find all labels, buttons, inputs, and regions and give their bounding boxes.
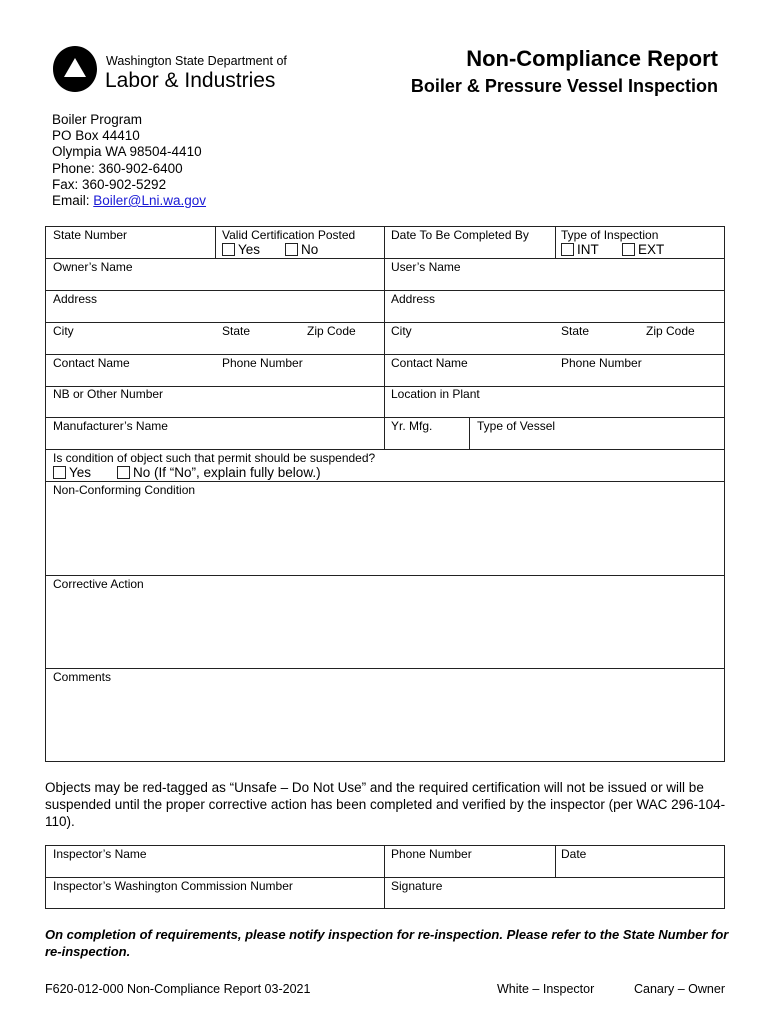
cert-no-option[interactable] xyxy=(285,242,318,257)
signature-label: Signature xyxy=(391,879,443,893)
report-title: Non-Compliance Report xyxy=(466,46,718,71)
owner-phone-label: Phone Number xyxy=(222,356,303,370)
suspend-yes-option[interactable] xyxy=(53,465,91,480)
user-city-label: City xyxy=(391,324,412,338)
inspector-phone-label: Phone Number xyxy=(391,847,472,861)
user-address-label: Address xyxy=(391,292,436,306)
report-subtitle: Boiler & Pressure Vessel Inspection xyxy=(410,76,718,96)
nb-number-label: NB or Other Number xyxy=(53,387,164,401)
yr-mfg-label: Yr. Mfg. xyxy=(391,419,433,433)
user-phone-label: Phone Number xyxy=(561,356,642,370)
location-label: Location in Plant xyxy=(391,387,480,401)
valid-cert-label: Valid Certification Posted xyxy=(222,228,356,242)
suspend-no-label: No (If “No”, explain fully below.) xyxy=(133,465,321,480)
int-checkbox[interactable] xyxy=(561,243,574,256)
suspend-question: Is condition of object such that permit should be suspended? xyxy=(53,451,376,465)
cert-no-label: No xyxy=(301,242,319,257)
suspend-yes-checkbox[interactable] xyxy=(53,466,66,479)
non-conforming-label: Non-Conforming Condition xyxy=(53,483,196,497)
user-contact-label: Contact Name xyxy=(391,356,468,370)
ext-label: EXT xyxy=(638,242,665,257)
email-link[interactable]: Boiler@Lni.wa.gov xyxy=(93,193,207,209)
cert-yes-checkbox[interactable] xyxy=(222,243,235,256)
owner-address-label: Address xyxy=(53,292,98,306)
city-line: Olympia WA 98504-4410 xyxy=(52,144,202,160)
copy-white: White – Inspector xyxy=(497,982,595,996)
state-number-label: State Number xyxy=(53,228,128,242)
suspend-no-checkbox[interactable] xyxy=(117,466,130,479)
suspend-no-option[interactable] xyxy=(117,465,321,480)
users-name-label: User’s Name xyxy=(391,260,461,274)
agency-name-line2: Labor & Industries xyxy=(105,69,276,92)
form-id: F620-012-000 Non-Compliance Report 03-2021 xyxy=(45,982,311,996)
owners-name-label: Owner’s Name xyxy=(53,260,133,274)
suspend-yes-label: Yes xyxy=(69,465,92,480)
email-label: Email: xyxy=(52,193,94,209)
agency-name-line1: Washington State Department of xyxy=(106,54,287,68)
ext-checkbox[interactable] xyxy=(622,243,635,256)
user-zip-label: Zip Code xyxy=(646,324,695,338)
corrective-action-label: Corrective Action xyxy=(53,577,144,591)
inspector-name-label: Inspector’s Name xyxy=(53,847,147,861)
date-completed-label: Date To Be Completed By xyxy=(391,228,529,242)
contact-block xyxy=(52,112,206,209)
program-name: Boiler Program xyxy=(52,112,143,127)
type-inspection-label: Type of Inspection xyxy=(561,228,659,242)
agency-logo xyxy=(52,44,302,96)
lni-logo-icon xyxy=(52,44,98,94)
copy-canary: Canary – Owner xyxy=(633,982,725,996)
int-label: INT xyxy=(577,242,599,257)
po-box: PO Box 44410 xyxy=(52,128,140,144)
user-state-label: State xyxy=(561,324,590,338)
ext-option[interactable] xyxy=(622,242,664,257)
fax-line: Fax: 360-902-5292 xyxy=(52,176,167,192)
email-line xyxy=(52,193,206,209)
owner-contact-label: Contact Name xyxy=(53,356,130,370)
type-vessel-label: Type of Vessel xyxy=(477,419,556,433)
red-tag-notice: Objects may be red-tagged as “Unsafe – Do Not Use” and the required certification will not be issued or will be suspended until the proper corrective action has been completed and verified by the inspector (per WAC 296-104-110). xyxy=(45,780,726,829)
completion-note: On completion of requirements, please notify inspection for re-inspection. Please refer to the State Number for re-inspection. xyxy=(45,927,729,959)
manufacturer-label: Manufacturer’s Name xyxy=(53,419,168,433)
comments-label: Comments xyxy=(53,670,112,684)
cert-no-checkbox[interactable] xyxy=(285,243,298,256)
phone-line: Phone: 360-902-6400 xyxy=(52,160,183,176)
owner-zip-label: Zip Code xyxy=(307,324,356,338)
inspector-date-label: Date xyxy=(561,847,587,861)
cert-yes-label: Yes xyxy=(238,242,261,257)
owner-city-label: City xyxy=(53,324,74,338)
cert-yes-option[interactable] xyxy=(222,242,260,257)
commission-number-label: Inspector’s Washington Commission Number xyxy=(53,879,293,893)
int-option[interactable] xyxy=(561,242,599,257)
owner-state-label: State xyxy=(222,324,251,338)
